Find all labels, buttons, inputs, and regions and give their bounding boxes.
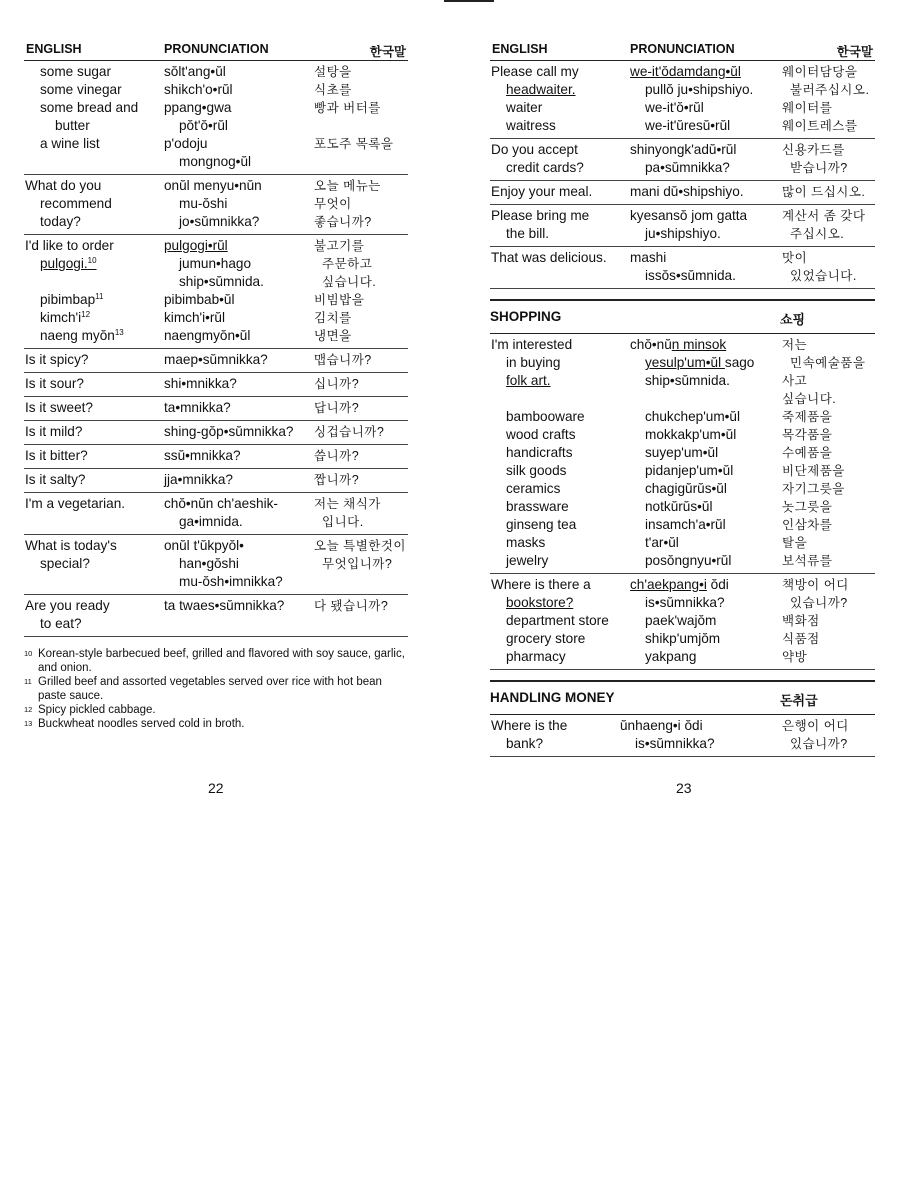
- english-text: waiter: [506, 100, 543, 115]
- phrase-line: [490, 576, 875, 594]
- phrase-line: [24, 597, 408, 615]
- footnotes: [24, 647, 408, 731]
- phrase-group: [24, 595, 408, 637]
- english-text: some vinegar: [40, 82, 122, 97]
- phrase-line: [490, 225, 875, 243]
- phrase-line: [490, 444, 875, 462]
- korean-text: 있었습니다.: [790, 269, 857, 283]
- phrase-group: [24, 535, 408, 595]
- english-text: Is it bitter?: [25, 448, 88, 463]
- pronunciation-text: kyesansŏ jom gatta: [630, 208, 748, 223]
- korean-text: 인삼차를: [782, 518, 833, 532]
- korean-text: 저는 채식가: [314, 497, 381, 511]
- page-22: [24, 38, 408, 731]
- korean-text: 좋습니까?: [314, 215, 372, 229]
- phrase-line: [490, 207, 875, 225]
- english-text: to eat?: [40, 616, 82, 631]
- korean-text: 다 됐습니까?: [314, 599, 389, 613]
- korean-text: 있습니까?: [790, 737, 848, 751]
- phrase-line: [490, 117, 875, 135]
- english-text: Are you ready: [25, 598, 110, 613]
- korean-text: 사고: [782, 374, 808, 388]
- phrase-group: [490, 181, 875, 205]
- phrase-line: [490, 372, 875, 390]
- phrase-line: [490, 390, 875, 408]
- phrase-group: [490, 574, 875, 670]
- phrase-line: [24, 309, 408, 327]
- phrase-line: [24, 495, 408, 513]
- pronunciation-text: naengmyŏn•ŭl: [164, 328, 251, 343]
- english-text: waitress: [506, 118, 556, 133]
- phrase-line: [490, 63, 875, 81]
- phrase-line: [24, 555, 408, 573]
- header-pronunciation: PRONUNCIATION: [164, 42, 269, 56]
- english-text: folk art.: [506, 373, 551, 388]
- pronunciation-text: ship•sŭmnida.: [645, 373, 730, 388]
- pronunciation-text: chagigŭrŭs•ŭl: [645, 481, 727, 496]
- pronunciation-text: yakpang: [645, 649, 697, 664]
- korean-text: 놋그릇을: [782, 500, 833, 514]
- phrase-line: [24, 471, 408, 489]
- phrase-line: [490, 480, 875, 498]
- phrase-group: [490, 205, 875, 247]
- pronunciation-text: is•sŭmnikka?: [635, 736, 715, 751]
- english-text: in buying: [506, 355, 561, 370]
- pronunciation-text: shi•mnikka?: [164, 376, 237, 391]
- header-korean: 한국말: [369, 45, 406, 59]
- footnote-marker: 12: [81, 310, 91, 319]
- korean-text: 주문하고: [322, 257, 373, 271]
- korean-text: 웨이트레스를: [782, 119, 858, 133]
- pronunciation-text: ga•imnida.: [179, 514, 243, 529]
- footnote-text: Spicy pickled cabbage.: [38, 704, 156, 716]
- english-text: butter: [55, 118, 90, 133]
- korean-text: 싶습니다.: [782, 392, 837, 406]
- pronunciation-text: kimch'i•rŭl: [164, 310, 225, 325]
- english-text: Is it sweet?: [25, 400, 93, 415]
- footnote-number: 13: [24, 719, 33, 728]
- phrase-line: [490, 426, 875, 444]
- phrase-line: [490, 336, 875, 354]
- pronunciation-text: notkŭrŭs•ŭl: [645, 499, 713, 514]
- english-text: headwaiter.: [506, 82, 576, 97]
- phrase-line: [24, 327, 408, 345]
- phrase-group: [24, 235, 408, 349]
- phrase-line: [24, 63, 408, 81]
- pronunciation-text: is•sŭmnikka?: [645, 595, 725, 610]
- section-handling-money: [490, 680, 875, 715]
- pronunciation-text: t'ar•ŭl: [645, 535, 679, 550]
- footnote: [24, 703, 408, 717]
- section-title: SHOPPING: [490, 309, 562, 324]
- pronunciation-text: onŭl menyu•nŭn: [164, 178, 262, 193]
- phrase-line: [24, 153, 408, 171]
- english-text: Where is the: [491, 718, 568, 733]
- phrase-line: [490, 630, 875, 648]
- korean-text: 무엇이: [314, 197, 352, 211]
- footnote-marker: 10: [87, 256, 97, 265]
- english-text: pulgogi.$^{10}$: [40, 256, 97, 271]
- korean-text: 불고기를: [314, 239, 365, 253]
- footnote-text: Grilled beef and assorted vegetables served over rice with hot bean paste sauce.: [38, 676, 382, 702]
- english-text: What is today's: [25, 538, 117, 553]
- phrase-group: [24, 175, 408, 235]
- money-table: [490, 715, 875, 757]
- phrase-line: [490, 99, 875, 117]
- phrase-group: [24, 349, 408, 373]
- english-text: Is it sour?: [25, 376, 84, 391]
- english-text: handicrafts: [506, 445, 573, 460]
- phrase-group: [24, 397, 408, 421]
- korean-text: 식품점: [782, 632, 820, 646]
- english-text: Please call my: [491, 64, 579, 79]
- header-korean: 한국말: [836, 45, 873, 59]
- korean-text: 오늘 메뉴는: [314, 179, 381, 193]
- footnote-number: 10: [24, 649, 33, 658]
- korean-text: 받습니까?: [790, 161, 848, 175]
- phrase-line: [24, 99, 408, 117]
- pronunciation-text: mokkakp'um•ŭl: [645, 427, 737, 442]
- phrase-line: [490, 717, 875, 735]
- phrase-line: [490, 612, 875, 630]
- korean-text: 자기그릇을: [782, 482, 845, 496]
- pronunciation-text: pulgogi•rŭl: [164, 238, 228, 253]
- phrase-line: [24, 213, 408, 231]
- korean-text: 포도주 목록을: [314, 137, 394, 151]
- footnote-marker: 11: [95, 292, 104, 301]
- pronunciation-text: ssŭ•mnikka?: [164, 448, 241, 463]
- pronunciation-text: pidanjep'um•ŭl: [645, 463, 734, 478]
- pronunciation-text: shikp'umjŏm: [645, 631, 721, 646]
- pronunciation-text: mongnog•ŭl: [179, 154, 252, 169]
- english-text: ginseng tea: [506, 517, 577, 532]
- phrase-line: [24, 615, 408, 633]
- korean-text: 백화점: [782, 614, 820, 628]
- pronunciation-text: ta•mnikka?: [164, 400, 231, 415]
- pronunciation-text: chŏ•nŭn ch'aeshik-: [164, 496, 278, 511]
- pronunciation-text: shinyongk'adŭ•rŭl: [630, 142, 737, 157]
- english-text: the bill.: [506, 226, 550, 241]
- pronunciation-text: ju•shipshiyo.: [645, 226, 721, 241]
- pronunciation-text: mu-ŏsh•imnikka?: [179, 574, 283, 589]
- korean-text: 맛이: [782, 251, 808, 265]
- phrase-table: [490, 61, 875, 289]
- footnote: [24, 647, 408, 675]
- phrase-group: [24, 421, 408, 445]
- pronunciation-text: shing-gŏp•sŭmnikka?: [164, 424, 294, 439]
- pronunciation-text: ppang•gwa: [164, 100, 232, 115]
- pronunciation-text: shikch'o•rŭl: [164, 82, 233, 97]
- pronunciation-text: maep•sŭmnikka?: [164, 352, 268, 367]
- phrase-line: [24, 195, 408, 213]
- english-text: recommend: [40, 196, 112, 211]
- phrase-line: [24, 399, 408, 417]
- header-english: ENGLISH: [26, 42, 82, 56]
- english-text: I'm a vegetarian.: [25, 496, 126, 511]
- header-pronunciation: PRONUNCIATION: [630, 42, 735, 56]
- phrase-line: [490, 141, 875, 159]
- pronunciation-text: onŭl t'ŭkpyŏl•: [164, 538, 244, 553]
- korean-text: 싱겁습니까?: [314, 425, 385, 439]
- top-edge-mark: [444, 0, 494, 2]
- korean-text: 입니다.: [322, 515, 364, 529]
- phrase-line: [490, 462, 875, 480]
- phrase-line: [24, 351, 408, 369]
- english-text: today?: [40, 214, 81, 229]
- phrase-table: [24, 61, 408, 637]
- phrase-group: [24, 469, 408, 493]
- korean-text: 냉면을: [314, 329, 352, 343]
- korean-text: 싶습니다.: [322, 275, 377, 289]
- pronunciation-text: paek'wajŏm: [645, 613, 717, 628]
- korean-text: 목각품을: [782, 428, 833, 442]
- korean-text: 웨이터담당을: [782, 65, 858, 79]
- phrase-line: [24, 537, 408, 555]
- pronunciation-text: pibimbab•ŭl: [164, 292, 235, 307]
- korean-text: 주십시오.: [790, 227, 845, 241]
- phrase-group: [24, 493, 408, 535]
- pronunciation-text: p'odoju: [164, 136, 208, 151]
- pronunciation-text: mu-ŏshi: [179, 196, 228, 211]
- english-text: What do you: [25, 178, 102, 193]
- section-title-korean: 돈취급: [780, 693, 818, 708]
- pronunciation-text: we-it'ŭresŭ•rŭl: [645, 118, 731, 133]
- phrase-group: [490, 61, 875, 139]
- header-english: ENGLISH: [492, 42, 548, 56]
- pronunciation-text: jo•sŭmnikka?: [179, 214, 260, 229]
- footnote-number: 11: [24, 677, 32, 686]
- pronunciation-text: sŏlt'ang•ŭl: [164, 64, 226, 79]
- english-text: jewelry: [506, 553, 549, 568]
- english-text: Is it spicy?: [25, 352, 89, 367]
- footnote-text: Korean-style barbecued beef, grilled and flavored with soy sauce, garlic, and onion.: [38, 648, 405, 674]
- phrase-group: [490, 715, 875, 757]
- pronunciation-text: pŏt'ŏ•rŭl: [179, 118, 228, 133]
- pronunciation-text: jumun•hago: [179, 256, 252, 271]
- korean-text: 설탕을: [314, 65, 352, 79]
- korean-text: 무엇입니까?: [322, 557, 393, 571]
- korean-text: 있습니까?: [790, 596, 848, 610]
- pronunciation-text: we-it'ŏdamdang•ŭl: [630, 64, 741, 79]
- pronunciation-text: han•gŏshi: [179, 556, 239, 571]
- english-text: I'm interested: [491, 337, 573, 352]
- phrase-line: [490, 552, 875, 570]
- pronunciation-text: chukchep'um•ŭl: [645, 409, 741, 424]
- korean-text: 민속예술품을: [790, 356, 866, 370]
- pronunciation-text: ta twaes•sŭmnikka?: [164, 598, 285, 613]
- phrase-line: [490, 81, 875, 99]
- english-text: department store: [506, 613, 609, 628]
- column-header: [24, 38, 408, 61]
- phrase-line: [24, 375, 408, 393]
- english-text: Do you accept: [491, 142, 578, 157]
- korean-text: 은행이 어디: [782, 719, 849, 733]
- footnote-number: 12: [24, 705, 33, 714]
- phrase-line: [24, 135, 408, 153]
- english-text: special?: [40, 556, 90, 571]
- phrase-line: [24, 573, 408, 591]
- phrase-group: [490, 247, 875, 289]
- korean-text: 보석류를: [782, 554, 833, 568]
- shopping-table: [490, 334, 875, 670]
- korean-text: 김치를: [314, 311, 352, 325]
- korean-text: 웨이터를: [782, 101, 833, 115]
- pronunciation-text: posŏngnyu•rŭl: [645, 553, 732, 568]
- korean-text: 식초를: [314, 83, 352, 97]
- korean-text: 약방: [782, 650, 808, 664]
- footnote: [24, 717, 408, 731]
- phrase-line: [24, 447, 408, 465]
- english-text: wood crafts: [506, 427, 576, 442]
- phrase-line: [490, 594, 875, 612]
- korean-text: 비단제품을: [782, 464, 845, 478]
- english-text: grocery store: [506, 631, 586, 646]
- footnote: [24, 675, 408, 703]
- phrase-line: [24, 255, 408, 273]
- korean-text: 계산서 좀 갖다: [782, 209, 866, 223]
- english-text: Where is there a: [491, 577, 591, 592]
- phrase-line: [490, 159, 875, 177]
- korean-text: 탈을: [782, 536, 808, 550]
- phrase-line: [490, 354, 875, 372]
- english-text: Is it salty?: [25, 472, 86, 487]
- phrase-line: [24, 291, 408, 309]
- english-text: some bread and: [40, 100, 139, 115]
- korean-text: 맵습니까?: [314, 353, 372, 367]
- phrase-line: [490, 648, 875, 666]
- english-text: I'd like to order: [25, 238, 114, 253]
- phrase-line: [24, 423, 408, 441]
- phrase-line: [24, 273, 408, 291]
- pronunciation-text: we-it'ŏ•rŭl: [645, 100, 704, 115]
- phrase-line: [490, 498, 875, 516]
- phrase-line: [490, 534, 875, 552]
- pronunciation-text: insamch'a•rŭl: [645, 517, 726, 532]
- english-text: Please bring me: [491, 208, 590, 223]
- footnote-marker: 13: [114, 328, 124, 337]
- english-text: bank?: [506, 736, 544, 751]
- pronunciation-text: ship•sŭmnida.: [179, 274, 264, 289]
- english-text: some sugar: [40, 64, 112, 79]
- pronunciation-text: issŏs•sŭmnida.: [645, 268, 736, 283]
- korean-text: 답니까?: [314, 401, 360, 415]
- english-text: masks: [506, 535, 546, 550]
- korean-text: 수예품을: [782, 446, 833, 460]
- english-text: silk goods: [506, 463, 567, 478]
- korean-text: 십니까?: [314, 377, 360, 391]
- page-number-left: 22: [208, 780, 224, 796]
- phrase-line: [490, 408, 875, 426]
- pronunciation-text: ŭnhaeng•i ŏdi: [620, 718, 703, 733]
- pronunciation-text: pa•sŭmnikka?: [645, 160, 730, 175]
- english-text: pibimbap$^{11}$: [40, 292, 104, 307]
- phrase-line: [24, 177, 408, 195]
- phrase-line: [490, 249, 875, 267]
- english-text: bambooware: [506, 409, 585, 424]
- english-text: a wine list: [40, 136, 100, 151]
- pronunciation-text: yesulp'um•ŭl sago: [645, 355, 755, 370]
- english-text: pharmacy: [506, 649, 566, 664]
- section-title: HANDLING MONEY: [490, 690, 615, 705]
- phrase-line: [24, 237, 408, 255]
- english-text: That was delicious.: [491, 250, 607, 265]
- phrase-line: [490, 735, 875, 753]
- korean-text: 씁니까?: [314, 449, 360, 463]
- korean-text: 빵과 버터를: [314, 101, 381, 115]
- phrase-line: [490, 183, 875, 201]
- phrase-line: [490, 267, 875, 285]
- english-text: credit cards?: [506, 160, 584, 175]
- pronunciation-text: mashi: [630, 250, 667, 265]
- pronunciation-text: ch'aekpang•i ŏdi: [630, 577, 729, 592]
- english-text: ceramics: [506, 481, 561, 496]
- english-text: naeng myŏn$^{13}$: [40, 328, 124, 343]
- korean-text: 저는: [782, 338, 808, 352]
- footnote-text: Buckwheat noodles served cold in broth.: [38, 718, 245, 730]
- phrase-group: [24, 61, 408, 175]
- section-title-korean: 쇼핑: [780, 312, 806, 327]
- korean-text: 책방이 어디: [782, 578, 849, 592]
- pronunciation-text: jja•mnikka?: [164, 472, 233, 487]
- phrase-group: [490, 139, 875, 181]
- phrase-line: [490, 516, 875, 534]
- english-text: Is it mild?: [25, 424, 83, 439]
- english-text: Enjoy your meal.: [491, 184, 593, 199]
- pronunciation-text: mani dŭ•shipshiyo.: [630, 184, 744, 199]
- pronunciation-text: pullŏ ju•shipshiyo.: [645, 82, 754, 97]
- korean-text: 신용카드를: [782, 143, 845, 157]
- pronunciation-text: chŏ•nŭn minsok: [630, 337, 727, 352]
- korean-text: 오늘 특별한것이: [314, 539, 406, 553]
- english-text: brassware: [506, 499, 569, 514]
- page-23: [490, 38, 875, 757]
- korean-text: 죽제품을: [782, 410, 833, 424]
- phrase-line: [24, 513, 408, 531]
- english-text: $kimch'i^{12}$: [40, 310, 91, 325]
- section-shopping: [490, 299, 875, 334]
- english-text: bookstore?: [506, 595, 574, 610]
- korean-text: 많이 드십시오.: [782, 185, 866, 199]
- phrase-line: [24, 117, 408, 135]
- korean-text: 비빔밥을: [314, 293, 365, 307]
- pronunciation-text: suyep'um•ŭl: [645, 445, 719, 460]
- korean-text: 짭니까?: [314, 473, 360, 487]
- page-number-right: 23: [676, 780, 692, 796]
- phrase-group: [24, 445, 408, 469]
- phrase-group: [24, 373, 408, 397]
- phrase-group: [490, 334, 875, 574]
- korean-text: 불러주십시오.: [790, 83, 870, 97]
- phrase-line: [24, 81, 408, 99]
- column-header: [490, 38, 875, 61]
